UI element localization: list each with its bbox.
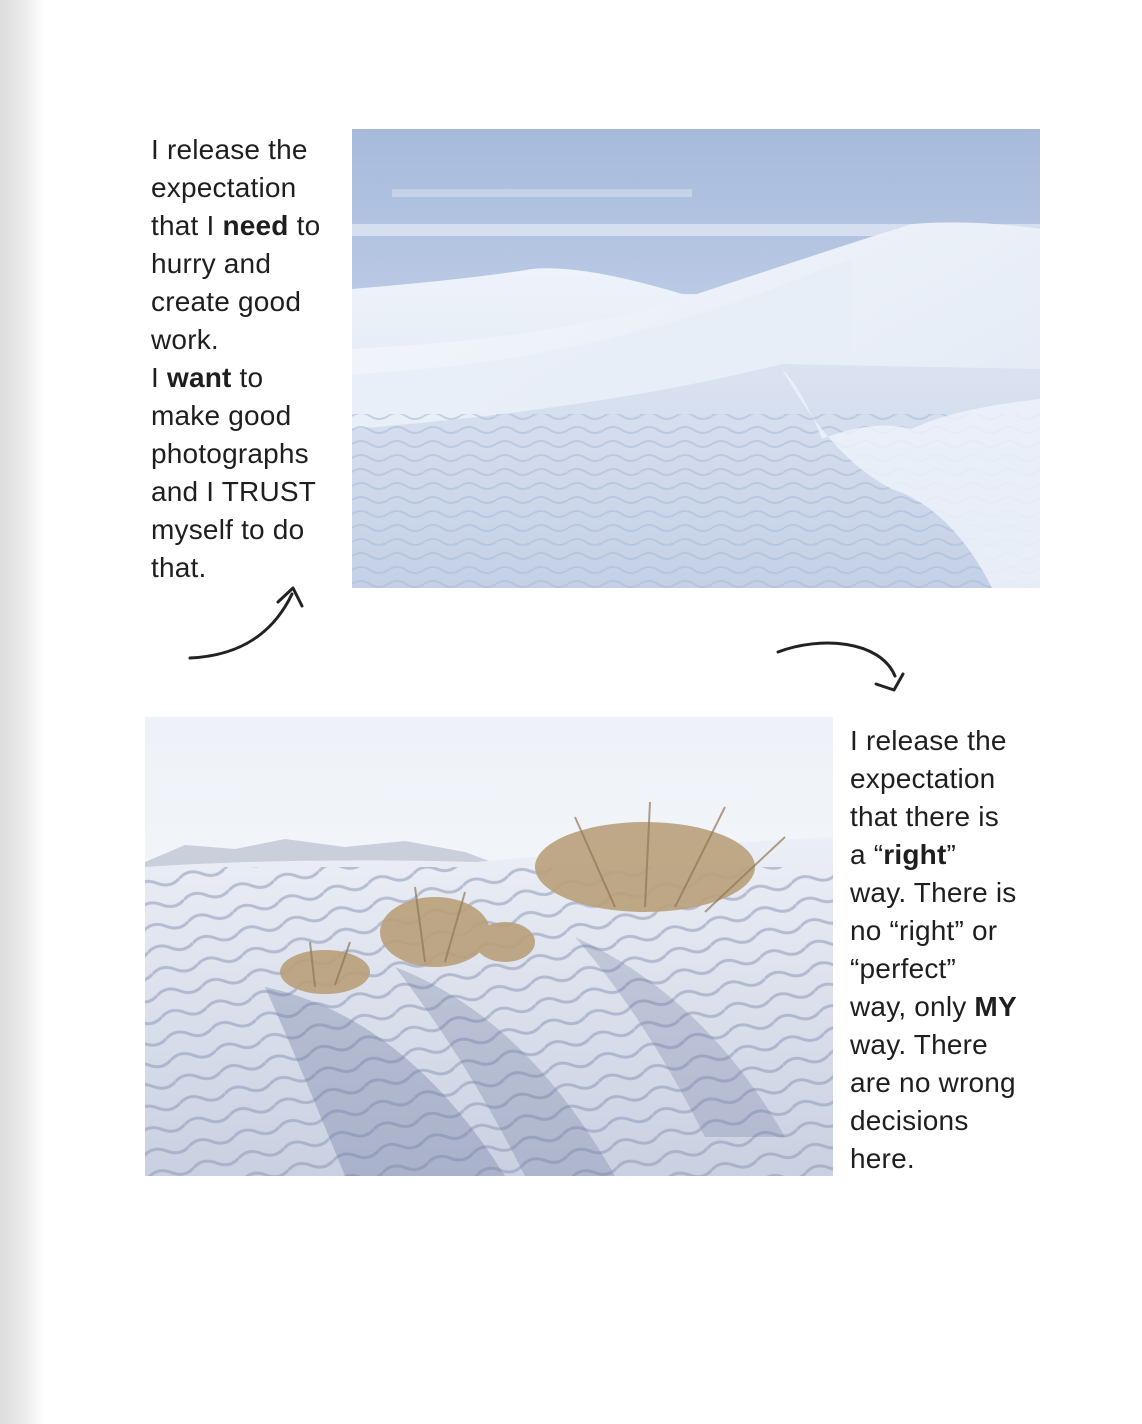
- text-line: I release the: [151, 134, 308, 165]
- text-line: hurry and: [151, 248, 272, 279]
- text-span: that I: [151, 210, 223, 241]
- text-line: myself to do: [151, 514, 305, 545]
- text-line: [850, 988, 1045, 1026]
- text-line: photographs: [151, 438, 309, 469]
- text-span: I: [151, 362, 167, 393]
- curved-arrow-down-icon: [770, 630, 915, 702]
- text-line: decisions: [850, 1105, 969, 1136]
- text-line: [850, 836, 1045, 874]
- desert-shrubs-on-dunes-photo: [145, 717, 833, 1176]
- text-line: work.: [151, 324, 219, 355]
- text-line: expectation: [151, 172, 297, 203]
- text-line: expectation: [850, 763, 996, 794]
- text-line: here.: [850, 1143, 915, 1174]
- white-sand-dunes-photo: [352, 129, 1040, 588]
- text-line: [151, 207, 346, 245]
- affirmation-text-2: [850, 722, 1045, 1178]
- bold-word-right: right: [883, 839, 947, 870]
- text-span: ”: [946, 839, 957, 870]
- text-line: I release the: [850, 725, 1007, 756]
- text-line: are no wrong: [850, 1067, 1016, 1098]
- page-edge-shadow: [0, 0, 44, 1424]
- text-line: “perfect”: [850, 953, 957, 984]
- text-line: way. There: [850, 1029, 988, 1060]
- bold-word-need: need: [222, 210, 289, 241]
- text-line: and I TRUST: [151, 476, 317, 507]
- bold-word-my: MY: [974, 991, 1017, 1022]
- bold-word-want: want: [166, 362, 232, 393]
- text-span: way, only: [850, 991, 975, 1022]
- text-line: [151, 359, 346, 397]
- text-line: that there is: [850, 801, 999, 832]
- text-line: no “right” or: [850, 915, 998, 946]
- curved-arrow-up-icon: [182, 580, 312, 670]
- text-span: a “: [850, 839, 884, 870]
- text-span: to: [231, 362, 264, 393]
- affirmation-text-1: [151, 131, 346, 587]
- text-line: way. There is: [850, 877, 1017, 908]
- text-span: to: [288, 210, 321, 241]
- text-line: make good: [151, 400, 292, 431]
- text-line: that.: [151, 552, 207, 583]
- text-line: create good: [151, 286, 302, 317]
